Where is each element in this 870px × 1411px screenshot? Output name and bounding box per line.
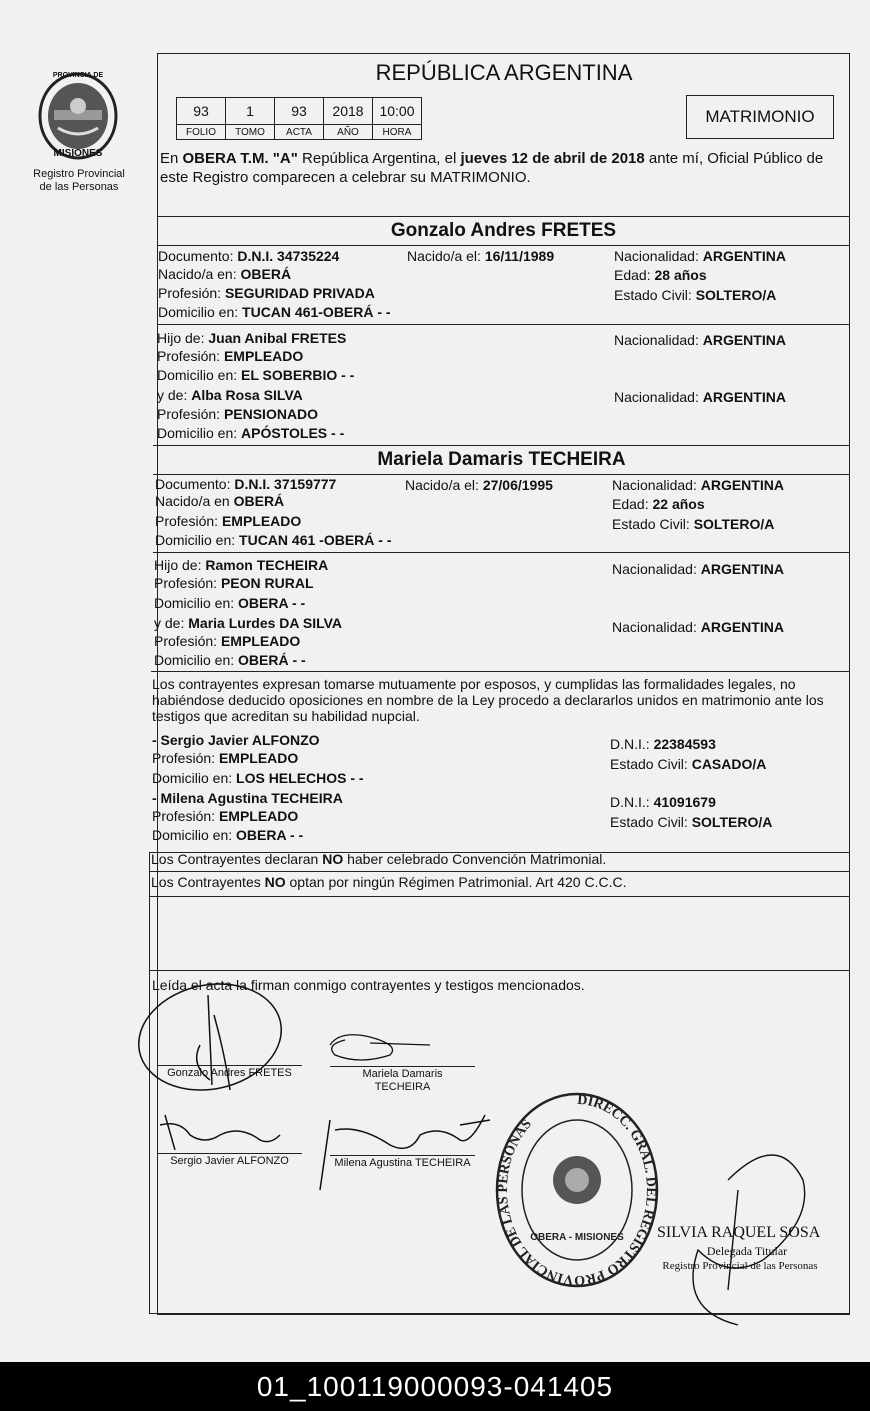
acta-value: 93 xyxy=(275,98,324,125)
intro-text-1: En xyxy=(160,150,183,167)
label: Profesión: xyxy=(158,285,222,301)
spouse2-father xyxy=(154,556,328,574)
spouse1-mother xyxy=(157,386,303,404)
label: Profesión: xyxy=(154,633,218,649)
label: Domicilio en: xyxy=(155,532,236,548)
folio-label: FOLIO xyxy=(177,125,226,140)
value: TUCAN 461-OBERÁ - - xyxy=(242,304,391,320)
label: Nacionalidad: xyxy=(614,389,699,405)
registry-seal xyxy=(492,1090,662,1290)
label: Edad: xyxy=(612,496,649,512)
label: Domicilio en: xyxy=(157,367,238,383)
witness2-dni xyxy=(610,793,716,811)
emblem-text-top: PROVINCIA DE xyxy=(52,72,104,79)
value: 41091679 xyxy=(653,794,716,810)
label: Profesión: xyxy=(155,513,219,529)
label: Domicilio en: xyxy=(154,652,235,668)
spouse2-estado-civil xyxy=(612,515,774,533)
text: optan por ningún Régimen Patrimonial. Art 420 C.C.C. xyxy=(285,874,627,890)
label: Edad: xyxy=(614,267,651,283)
label: y de: xyxy=(157,387,188,403)
label: Nacido/a el: xyxy=(407,248,481,264)
spouse2-nacionalidad xyxy=(612,476,784,494)
value: EL SOBERBIO - - xyxy=(241,367,355,383)
spouse1-profesion xyxy=(158,284,375,302)
value: ARGENTINA xyxy=(702,248,786,264)
label: D.N.I.: xyxy=(610,794,650,810)
value: EMPLEADO xyxy=(220,633,301,649)
value: EMPLEADO xyxy=(218,808,299,824)
emphasis: NO xyxy=(322,851,344,867)
value: SOLTERO/A xyxy=(693,516,775,532)
spouse1-father-profesion xyxy=(157,347,303,365)
spouse2-nacido-el xyxy=(405,476,553,494)
intro-place: OBERA T.M. "A" xyxy=(182,150,298,167)
label: Nacionalidad: xyxy=(612,477,697,493)
spouse1-mother-profesion xyxy=(157,405,318,423)
value: ARGENTINA xyxy=(702,389,786,405)
divider xyxy=(149,871,850,872)
convention-line1 xyxy=(151,850,606,868)
spouse1-mother-domicilio xyxy=(157,424,344,442)
label: Profesión: xyxy=(157,348,221,364)
value: SOLTERO/A xyxy=(695,287,777,303)
value: APÓSTOLES - - xyxy=(241,425,345,441)
official-office: Registro Provincial de las Personas xyxy=(662,1260,818,1272)
spouse1-estado-civil xyxy=(614,286,776,304)
registry-label-line1: Registro Provincial xyxy=(33,168,125,180)
anio-value: 2018 xyxy=(324,98,373,125)
intro-date: jueves 12 de abril de 2018 xyxy=(460,150,645,167)
value: D.N.I. 34735224 xyxy=(237,248,340,264)
hora-label: HORA xyxy=(373,125,422,140)
value: Ramon TECHEIRA xyxy=(205,557,329,573)
label: y de: xyxy=(154,615,185,631)
signature-line xyxy=(157,1153,302,1154)
signature-line xyxy=(157,1065,302,1066)
signature-label-4: Milena Agustina TECHEIRA xyxy=(334,1157,471,1169)
spouse1-nacido-en xyxy=(158,265,291,283)
value: Maria Lurdes DA SILVA xyxy=(188,615,343,631)
seal-inner-text: OBERA - MISIONES xyxy=(530,1232,624,1243)
spouse1-name: Gonzalo Andres FRETES xyxy=(390,220,617,241)
spouse2-father-profesion xyxy=(154,574,314,592)
value: EMPLEADO xyxy=(221,513,302,529)
value: PEON RURAL xyxy=(220,575,314,591)
spouse1-documento xyxy=(158,247,339,265)
value: Alba Rosa SILVA xyxy=(191,387,303,403)
value: CASADO/A xyxy=(691,756,767,772)
convention-line2 xyxy=(151,873,626,891)
value: ARGENTINA xyxy=(702,332,786,348)
label: Nacionalidad: xyxy=(612,619,697,635)
value: Juan Anibal FRETES xyxy=(208,330,347,346)
value: ARGENTINA xyxy=(700,561,784,577)
intro-text-2: República Argentina, el xyxy=(297,150,461,167)
document-title: REPÚBLICA ARGENTINA xyxy=(375,60,633,85)
label: Domicilio en: xyxy=(157,425,238,441)
tomo-label: TOMO xyxy=(226,125,275,140)
label: Hijo de: xyxy=(157,330,205,346)
label: Hijo de: xyxy=(154,557,202,573)
label: D.N.I.: xyxy=(610,736,650,752)
label: Domicilio en: xyxy=(152,770,233,786)
label: Nacionalidad: xyxy=(612,561,697,577)
value: OBERÁ - - xyxy=(238,652,306,668)
witness1-estado-civil xyxy=(610,755,766,773)
spouse2-documento xyxy=(155,475,336,493)
line: Mariela Damaris xyxy=(362,1068,443,1080)
label: Nacionalidad: xyxy=(614,332,699,348)
spouse2-mother-domicilio xyxy=(154,651,306,669)
divider xyxy=(151,671,850,672)
label: Nacido/a el: xyxy=(405,477,479,493)
value: OBERÁ xyxy=(240,266,292,282)
label: Profesión: xyxy=(154,575,218,591)
witness2-profesion xyxy=(152,807,298,825)
official-name: SILVIA RAQUEL SOSA xyxy=(657,1224,821,1241)
declaration-text: Los contrayentes expresan tomarse mutuamente por esposos, y cumplidas las formalidades legales, no habiéndose deducido oposiciones en nombre de la Ley procedo a declararlos unidos en matrimonio ante los testigos que acreditan su habilidad nupcial. xyxy=(152,676,824,724)
spouse2-mother xyxy=(154,614,342,632)
label: Profesión: xyxy=(152,808,216,824)
hora-value: 10:00 xyxy=(373,98,422,125)
value: ARGENTINA xyxy=(700,619,784,635)
label: Domicilio en: xyxy=(154,595,235,611)
spouse2-profesion xyxy=(155,512,301,530)
witness1-profesion xyxy=(152,749,298,767)
signature-label-2 xyxy=(330,1068,475,1094)
divider xyxy=(149,970,850,971)
label: Domicilio en: xyxy=(152,827,233,843)
spouse1-father-nacionalidad xyxy=(614,331,786,349)
spouse1-mother-nacionalidad xyxy=(614,388,786,406)
label: Profesión: xyxy=(157,406,221,422)
label: Documento: xyxy=(158,248,234,264)
text: Los Contrayentes xyxy=(151,874,265,890)
spouse2-mother-nacionalidad xyxy=(612,618,784,636)
spouse1-father-domicilio xyxy=(157,366,354,384)
divider xyxy=(157,324,850,325)
intro-paragraph xyxy=(160,149,850,187)
spouse2-edad xyxy=(612,495,705,513)
anio-label: AÑO xyxy=(324,125,373,140)
signature-label-1: Gonzalo Andres FRETES xyxy=(167,1067,292,1079)
value: SOLTERO/A xyxy=(691,814,773,830)
divider xyxy=(157,245,850,246)
value: LOS HELECHOS - - xyxy=(236,770,364,786)
value: EMPLEADO xyxy=(218,750,299,766)
spouse2-name: Mariela Damaris TECHEIRA xyxy=(377,449,626,470)
emblem-text-bottom: MISIONES xyxy=(53,148,103,159)
spouse1-nacido-el xyxy=(407,247,554,265)
label: Estado Civil: xyxy=(614,287,692,303)
value: 22 años xyxy=(652,496,705,512)
line: TECHEIRA xyxy=(374,1081,431,1093)
official-role: Delegada Titular xyxy=(706,1244,788,1258)
label: Documento: xyxy=(155,476,231,492)
spouse1-domicilio xyxy=(158,303,391,321)
witness1-name: - Sergio Javier ALFONZO xyxy=(152,732,320,748)
value: PENSIONADO xyxy=(223,406,319,422)
signature-line xyxy=(330,1066,475,1067)
text: haber celebrado Convención Matrimonial. xyxy=(343,851,607,867)
label: Nacionalidad: xyxy=(614,248,699,264)
emphasis: NO xyxy=(264,874,286,890)
witness1-domicilio xyxy=(152,769,364,787)
value: 22384593 xyxy=(653,736,716,752)
signature-line xyxy=(330,1155,475,1156)
spouse1-nacionalidad xyxy=(614,247,786,265)
spouse2-mother-profesion xyxy=(154,632,300,650)
value: OBERÁ xyxy=(233,493,285,509)
spouse2-father-nacionalidad xyxy=(612,560,784,578)
record-type-box: MATRIMONIO xyxy=(686,95,834,139)
label: Nacido/a en: xyxy=(158,266,237,282)
value: OBERA - - xyxy=(238,595,306,611)
value: EMPLEADO xyxy=(223,348,304,364)
intro-text-3: ante mí, Oficial Público de este Registro comparecen a celebrar su MATRIMONIO. xyxy=(160,150,824,186)
witness2-name: - Milena Agustina TECHEIRA xyxy=(152,790,343,806)
label: Estado Civil: xyxy=(610,814,688,830)
document-id-footer: 01_100119000093-041405 xyxy=(0,1362,870,1411)
seal-ring-text: DIRECC. GRAL. DEL REGISTRO PROVINCIAL DE LAS PERSONAS xyxy=(495,1092,659,1288)
value: ARGENTINA xyxy=(700,477,784,493)
closing-text: Leída el acta la firman conmigo contrayentes y testigos mencionados. xyxy=(152,977,585,993)
registry-label xyxy=(20,168,138,194)
folio-value: 93 xyxy=(177,98,226,125)
value: D.N.I. 37159777 xyxy=(234,476,337,492)
spouse2-nacido-en xyxy=(155,492,284,510)
text: Los Contrayentes declaran xyxy=(151,851,323,867)
witness2-estado-civil xyxy=(610,813,772,831)
registry-label-line2: de las Personas xyxy=(39,181,119,193)
record-table xyxy=(176,97,422,140)
divider xyxy=(157,216,850,217)
label: Profesión: xyxy=(152,750,216,766)
signature-label-3: Sergio Javier ALFONZO xyxy=(170,1155,289,1167)
value: 28 años xyxy=(654,267,707,283)
tomo-value: 1 xyxy=(226,98,275,125)
label: Nacido/a en xyxy=(155,493,230,509)
divider xyxy=(149,896,850,897)
spouse1-edad xyxy=(614,266,707,284)
witness2-domicilio xyxy=(152,826,303,844)
label: Estado Civil: xyxy=(610,756,688,772)
label: Estado Civil: xyxy=(612,516,690,532)
value: 16/11/1989 xyxy=(484,248,555,264)
spouse2-father-domicilio xyxy=(154,594,305,612)
divider xyxy=(153,445,850,446)
divider xyxy=(153,552,850,553)
value: TUCAN 461 -OBERÁ - - xyxy=(239,532,392,548)
value: 27/06/1995 xyxy=(482,477,553,493)
label: Domicilio en: xyxy=(158,304,239,320)
spouse2-domicilio xyxy=(155,531,392,549)
acta-label: ACTA xyxy=(275,125,324,140)
value: SEGURIDAD PRIVADA xyxy=(224,285,375,301)
witness1-dni xyxy=(610,735,716,753)
spouse1-father xyxy=(157,329,346,347)
value: OBERA - - xyxy=(236,827,304,843)
